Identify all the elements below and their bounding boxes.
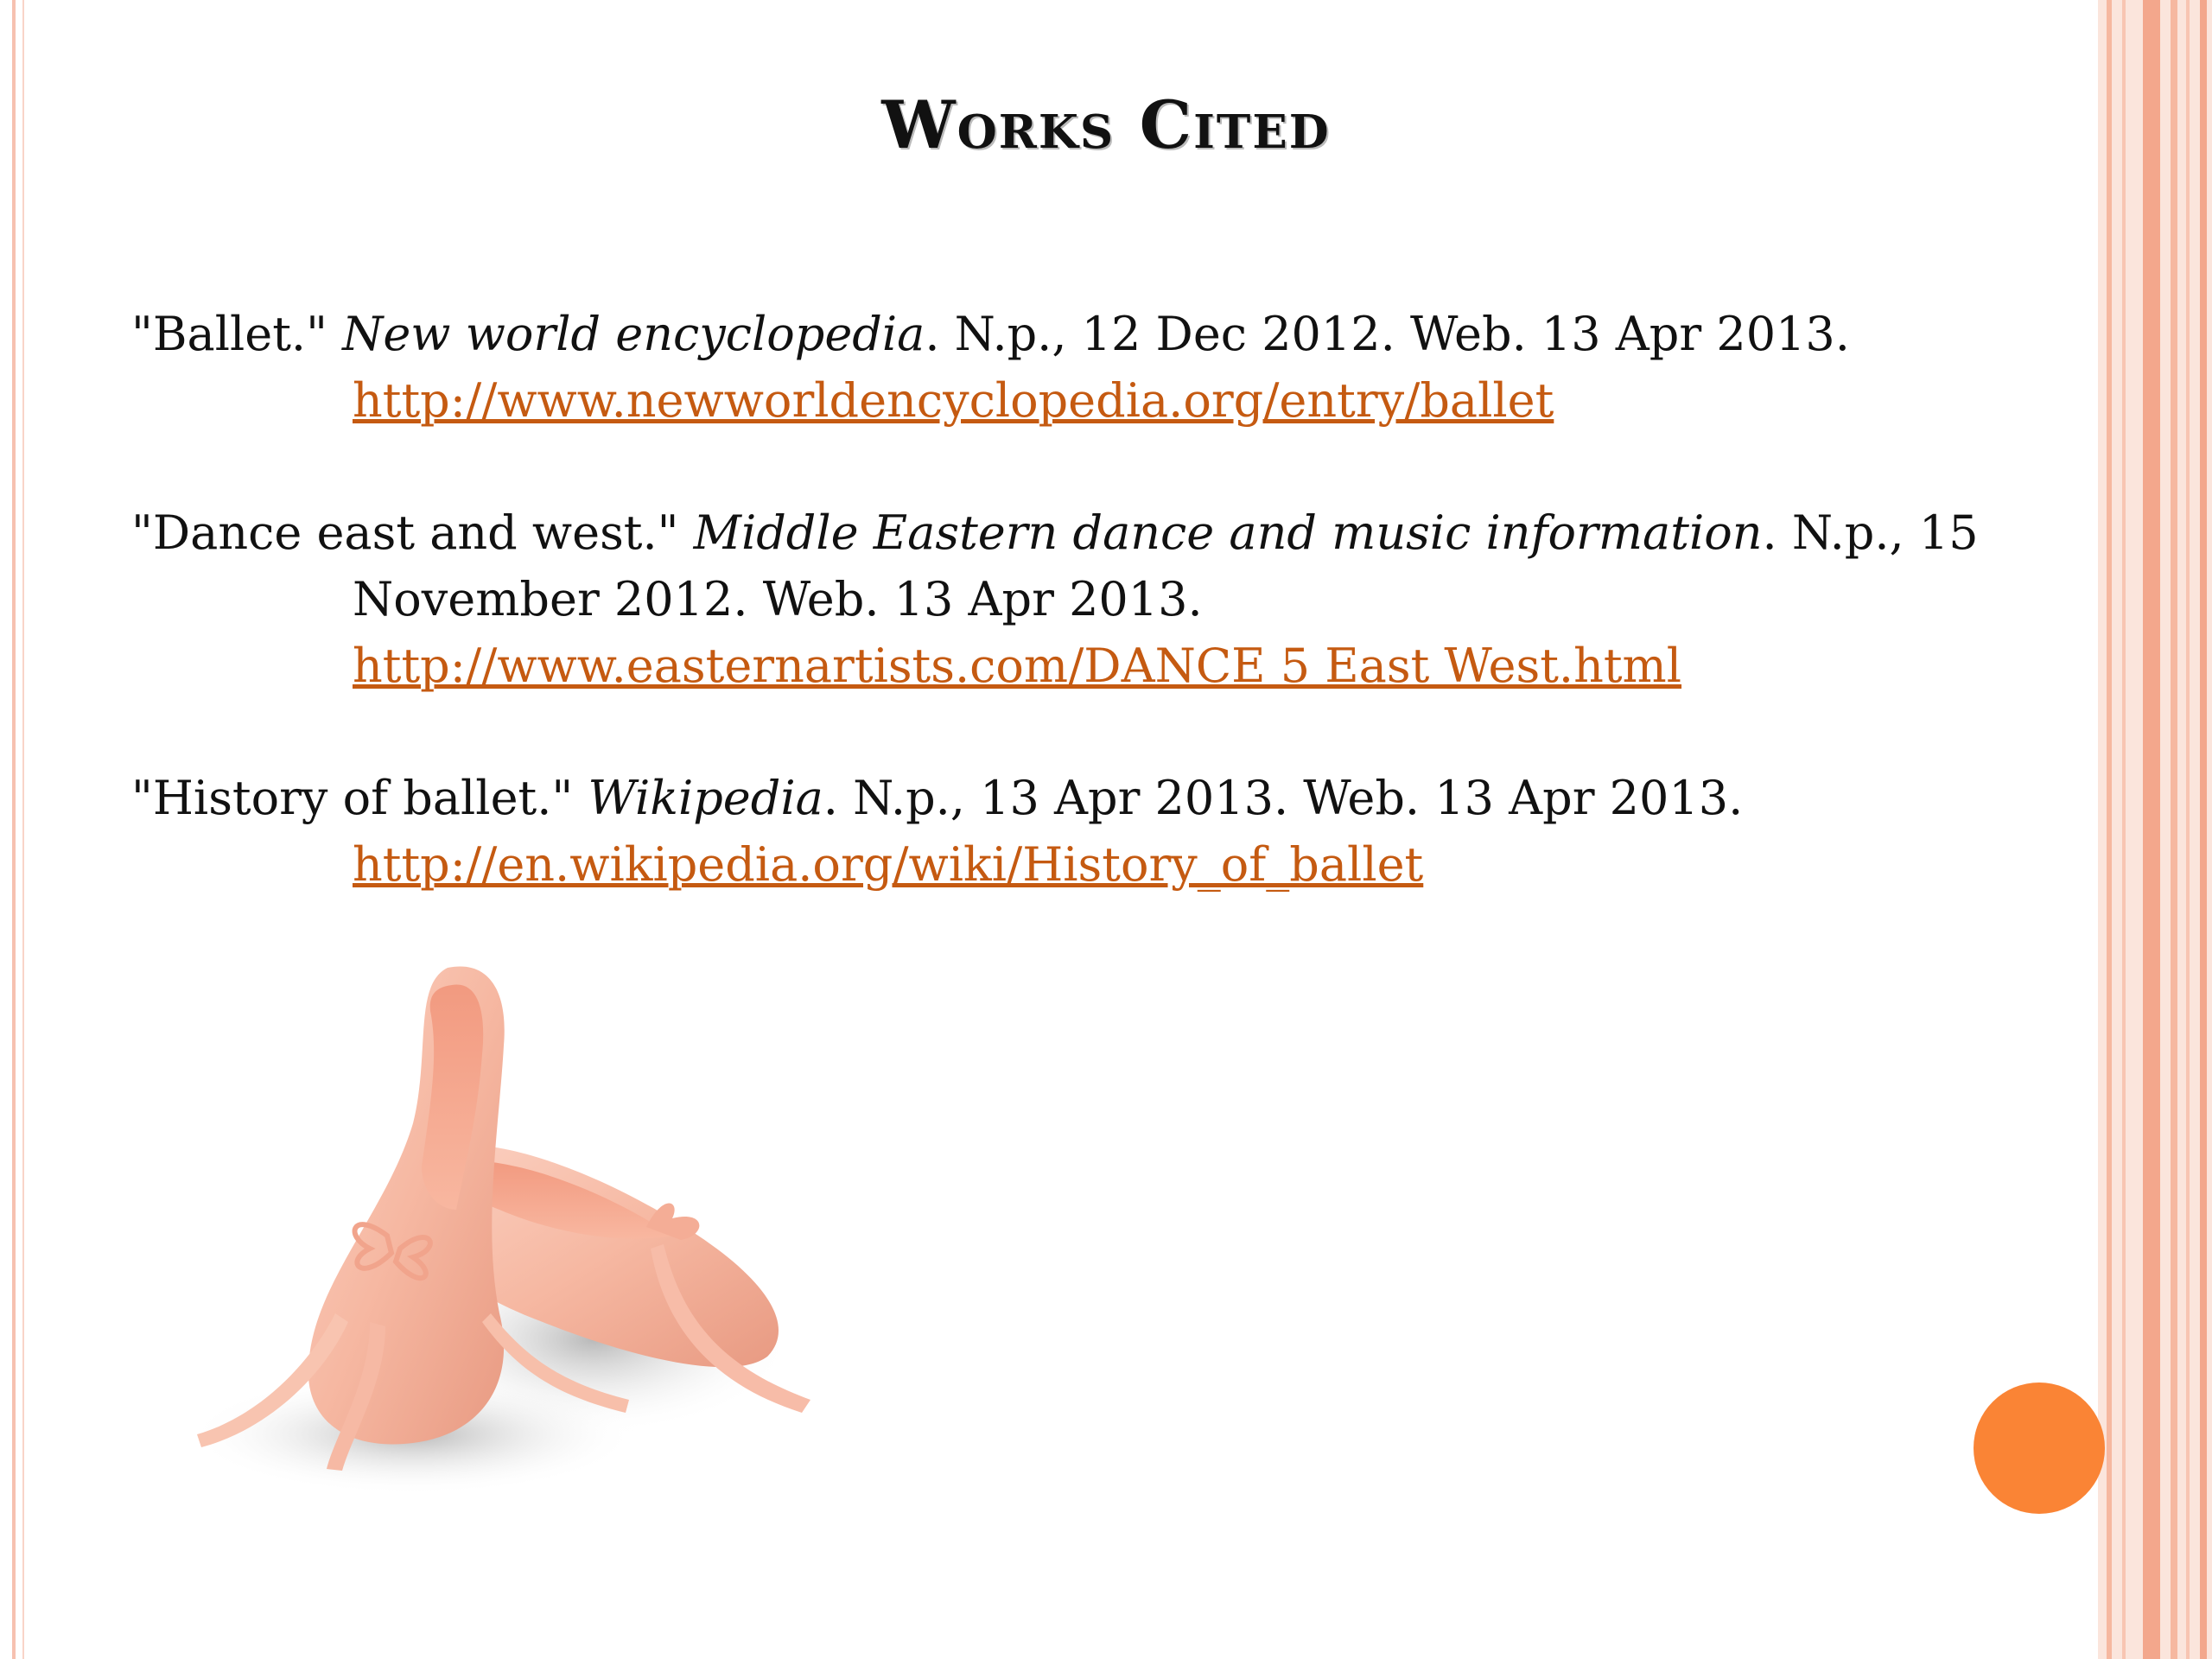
citation-source: Wikipedia: [588, 771, 823, 825]
right-border-stripe: [2107, 0, 2112, 1659]
ballet-shoes-image: [111, 950, 849, 1508]
citation-lead: "Ballet.": [131, 307, 343, 361]
right-border-stripe: [2186, 0, 2190, 1659]
citation-item: [131, 499, 2067, 699]
citation-item: [131, 765, 2067, 898]
citation-lead: "Dance east and west.": [131, 505, 694, 560]
left-border-line-inner: [22, 0, 24, 1659]
citation-link[interactable]: http://en.wikipedia.org/wiki/History_of_ballet: [353, 837, 1424, 892]
citation-lead: "History of ballet.": [131, 771, 588, 825]
right-border-stripe: [2171, 0, 2177, 1659]
citation-link[interactable]: http://www.newworldencyclopedia.org/entry/ballet: [353, 373, 1554, 428]
citation-item: [131, 301, 2067, 434]
citation-list: [131, 301, 2067, 963]
citation-source: Middle Eastern dance and music information: [693, 505, 1763, 560]
slide-title: Works Cited: [881, 86, 1331, 163]
citation-source: New world encyclopedia: [342, 307, 925, 361]
citation-link[interactable]: http://www.easternartists.com/DANCE 5 East West.html: [353, 639, 1682, 693]
right-border-stripe: [2200, 0, 2207, 1659]
right-border-stripe: [2122, 0, 2126, 1659]
left-border-line: [12, 0, 16, 1659]
right-border-stripe: [2143, 0, 2160, 1659]
citation-tail: . N.p., 15 November 2012. Web. 13 Apr 2013.: [353, 505, 1979, 626]
citation-tail: . N.p., 13 Apr 2013. Web. 13 Apr 2013.: [823, 771, 1744, 825]
citation-tail: . N.p., 12 Dec 2012. Web. 13 Apr 2013.: [925, 307, 1850, 361]
decorative-circle: [1974, 1382, 2105, 1514]
